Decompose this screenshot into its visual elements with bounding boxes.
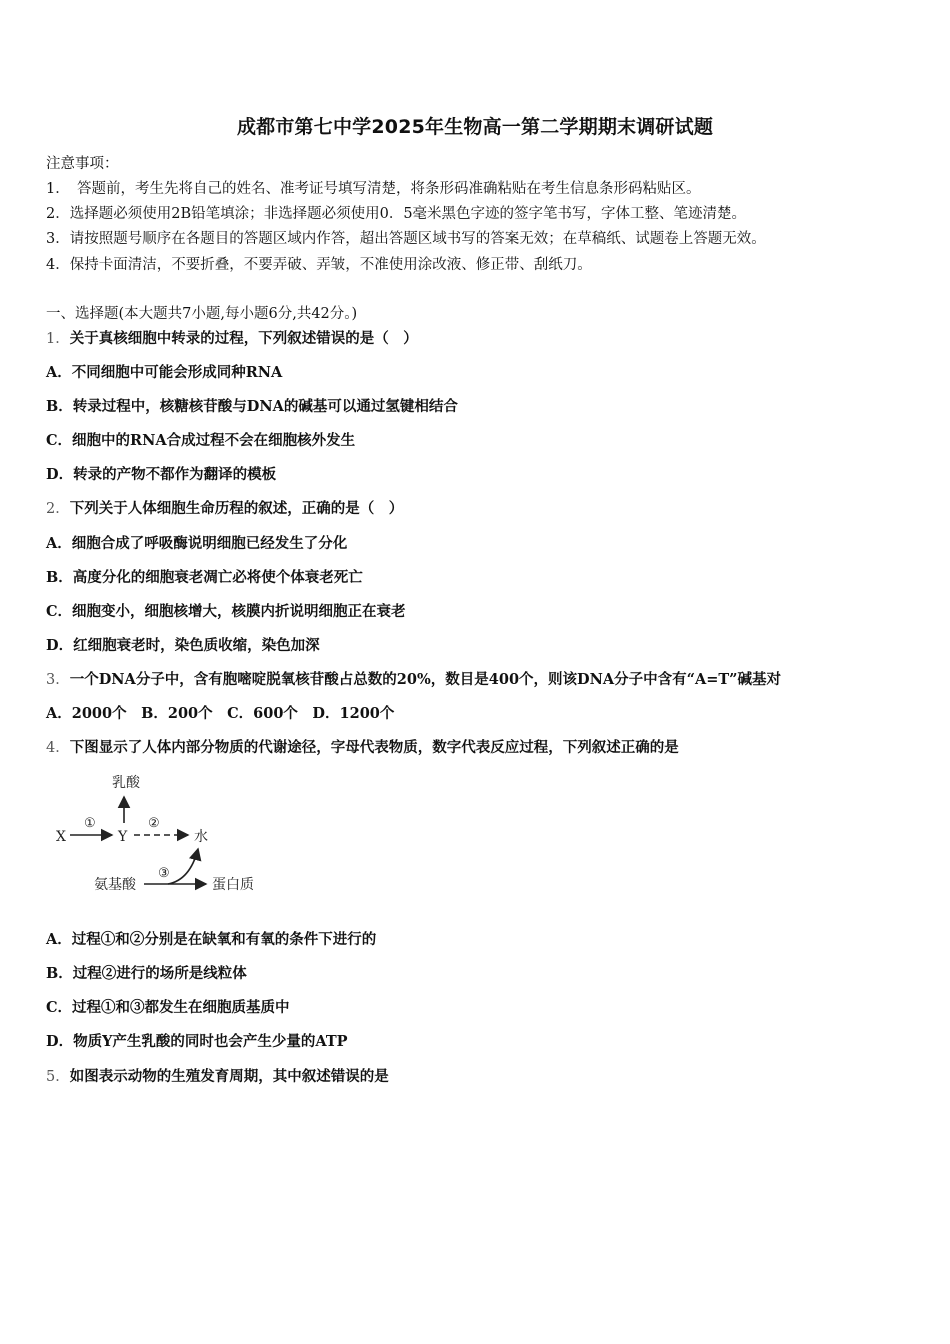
question-text: 下图显示了人体内部分物质的代谢途径，字母代表物质，数字代表反应过程，下列叙述正确的是 [69, 739, 679, 756]
question-1 [46, 327, 418, 348]
option-c: C．细胞中的RNA合成过程不会在细胞核外发生 [46, 432, 356, 449]
question-text: 关于真核细胞中转录的过程，下列叙述错误的是（ ） [69, 330, 418, 347]
label-water: 水 [194, 829, 208, 845]
question-4 [46, 736, 679, 757]
section-heading: 一、选择题(本大题共7小题,每小题6分,共42分。) [46, 306, 358, 322]
option-c: C．细胞变小，细胞核增大，核膜内折说明细胞正在衰老 [46, 603, 406, 620]
question-text: 一个DNA分子中，含有胞嘧啶脱氧核苷酸占总数的20%，数目是400个，则该DNA分子中含有“A=T”碱基对 [69, 671, 781, 688]
option-c: C．过程①和③都发生在细胞质基质中 [46, 999, 290, 1016]
label-x: X [56, 829, 66, 845]
label-step-1: ① [84, 816, 96, 831]
question-text: 下列关于人体细胞生命历程的叙述，正确的是（ ） [69, 500, 404, 517]
label-step-3: ③ [158, 866, 170, 881]
option-a: A．不同细胞中可能会形成同种RNA [46, 364, 283, 381]
question-number: 2． [46, 501, 70, 517]
label-step-2: ② [148, 816, 160, 831]
option-b: B．过程②进行的场所是线粒体 [46, 965, 247, 982]
label-protein: 蛋白质 [212, 877, 254, 893]
metabolism-diagram [50, 765, 280, 900]
option-d: D．转录的产物不都作为翻译的模板 [46, 466, 277, 483]
question-number: 5． [46, 1069, 70, 1085]
question-2 [46, 497, 403, 518]
option-a: A．过程①和②分别是在缺氧和有氧的条件下进行的 [46, 931, 377, 948]
notice-item: 4．保持卡面清洁，不要折叠，不要弄破、弄皱，不准使用涂改液、修正带、刮纸刀。 [46, 257, 592, 273]
notice-heading: 注意事项： [46, 156, 119, 172]
option-b: B．高度分化的细胞衰老凋亡必将使个体衰老死亡 [46, 569, 363, 586]
option-a: A．细胞合成了呼吸酶说明细胞已经发生了分化 [46, 535, 348, 552]
label-amino-acid: 氨基酸 [94, 877, 136, 893]
question-3 [46, 668, 781, 689]
question-number: 1． [46, 331, 70, 347]
question-5 [46, 1065, 389, 1086]
label-y: Y [118, 829, 128, 845]
question-text: 如图表示动物的生殖发育周期，其中叙述错误的是 [69, 1068, 389, 1085]
arrow-amino-acid-to-water [168, 849, 198, 884]
question-number: 4． [46, 740, 70, 756]
notice-item: 2．选择题必须使用2B铅笔填涂；非选择题必须使用0．5毫米黑色字迹的签字笔书写，字体工整、笔迹清楚。 [46, 206, 747, 222]
option-b: B．转录过程中，核糖核苷酸与DNA的碱基可以通过氢键相结合 [46, 398, 458, 415]
question-number: 3． [46, 672, 70, 688]
label-lactic-acid: 乳酸 [112, 775, 140, 791]
page-title: 成都市第七中学2025年生物高一第二学期期末调研试题 [236, 116, 714, 138]
notice-item: 1． 答题前，考生先将自己的姓名、准考证号填写清楚，将条形码准确粘贴在考生信息条形码粘贴区。 [46, 181, 701, 197]
option-d: D．物质Y产生乳酸的同时也会产生少量的ATP [46, 1033, 348, 1050]
notice-item: 3．请按照题号顺序在各题目的答题区域内作答，超出答题区域书写的答案无效；在草稿纸、试题卷上答题无效。 [46, 231, 766, 247]
options-inline: A．2000个 B．200个 C．600个 D．1200个 [46, 705, 395, 722]
option-d: D．红细胞衰老时，染色质收缩，染色加深 [46, 637, 320, 654]
